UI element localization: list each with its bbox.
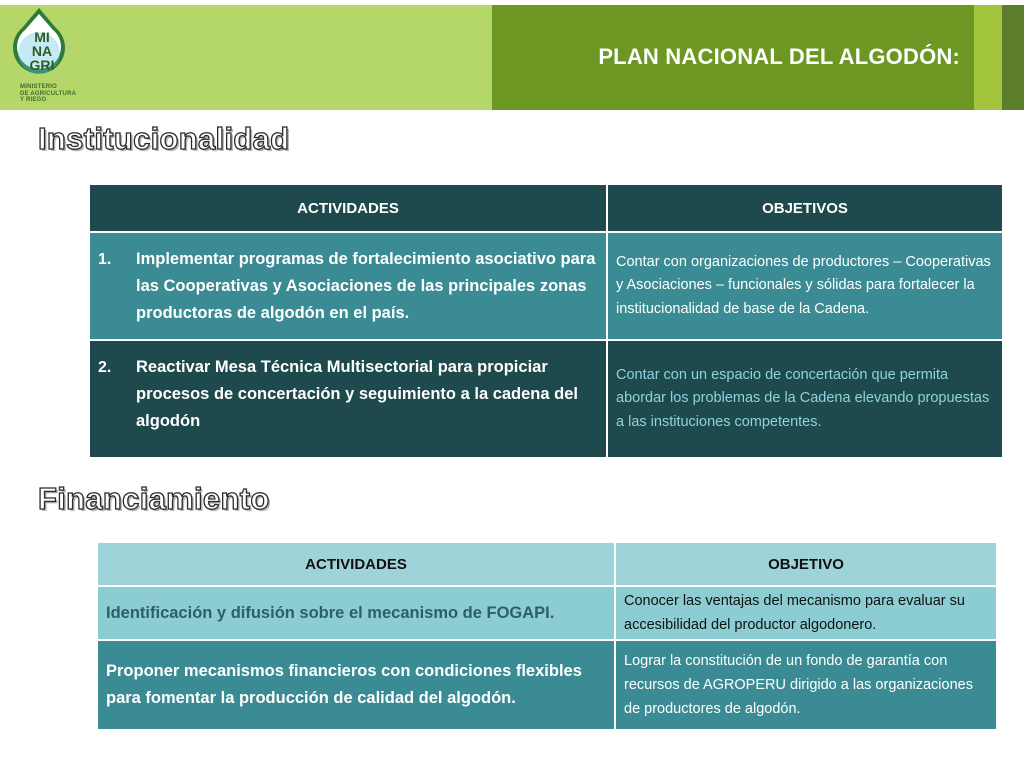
activity-cell [98,641,614,729]
financiamiento-table [96,541,998,731]
column-header-actividades: ACTIVIDADES [98,543,614,585]
section-title-financiamiento: Financiamiento [38,481,270,516]
activity-number: 2. [98,358,112,376]
activity-cell [90,341,606,457]
activity-number: 1. [98,250,112,268]
objective-cell [608,233,1002,339]
objective-text: Contar con un espacio de concertación que permita abordar los problemas de la Cadena elevando propuestas a las instituciones competentes. [616,366,990,430]
activity-text: Reactivar Mesa Técnica Multisectorial para propiciar procesos de concertación y seguimiento a la cadena del algodón [136,357,578,430]
logo-word-2: NA [31,43,53,59]
logo-sub-line-3: Y RIEGO [20,97,47,103]
table-row [98,641,996,729]
page-title: PLAN NACIONAL DEL ALGODÓN: [598,44,960,69]
activity-text: Identificación y difusión sobre el mecanismo de FOGAPI. [106,604,555,622]
column-header-objetivos: OBJETIVOS [608,185,1002,231]
objective-cell [616,641,996,729]
objective-cell [608,341,1002,457]
objective-cell [616,587,996,639]
activity-cell [90,233,606,339]
table-row [90,341,1002,457]
logo-sub-line-1: MINISTERIO [20,84,58,90]
section-title-institucionalidad: Institucionalidad [38,121,290,156]
column-header-objetivo: OBJETIVO [616,543,996,585]
header-accent-stripe-dark [1002,5,1024,110]
objective-text: Lograr la constitución de un fondo de garantía con recursos de AGROPERU dirigido a las organizaciones de productores de algodón. [624,653,973,717]
logo-ministry-text [20,84,100,104]
logo-sub-line-2: DE AGRICULTURA [20,90,77,97]
activity-text: Proponer mecanismos financieros con condiciones flexibles para fomentar la producción de calidad del algodón. [106,662,582,707]
header-band [0,0,1024,110]
objective-text: Contar con organizaciones de productores – Cooperativas y Asociaciones – funcionales y sólidas para fortalecer la institucionalidad de base de la Cadena. [616,253,991,317]
activity-text: Implementar programas de fortalecimiento asociativo para las Cooperativas y Asociaciones de las principales zonas productoras de algodón en el país. [136,249,596,322]
institucionalidad-table [88,183,1004,459]
objective-text: Conocer las ventajas del mecanismo para evaluar su accesibilidad del productor algodonero. [624,593,965,633]
table-row [98,587,996,639]
logo-word-3: GRI [29,57,55,73]
table-row [90,233,1002,339]
minagri-logo [8,6,92,106]
activity-cell [98,587,614,639]
column-header-actividades: ACTIVIDADES [90,185,606,231]
header-accent-stripe [974,5,1002,110]
logo-word-1: MI [34,29,50,45]
